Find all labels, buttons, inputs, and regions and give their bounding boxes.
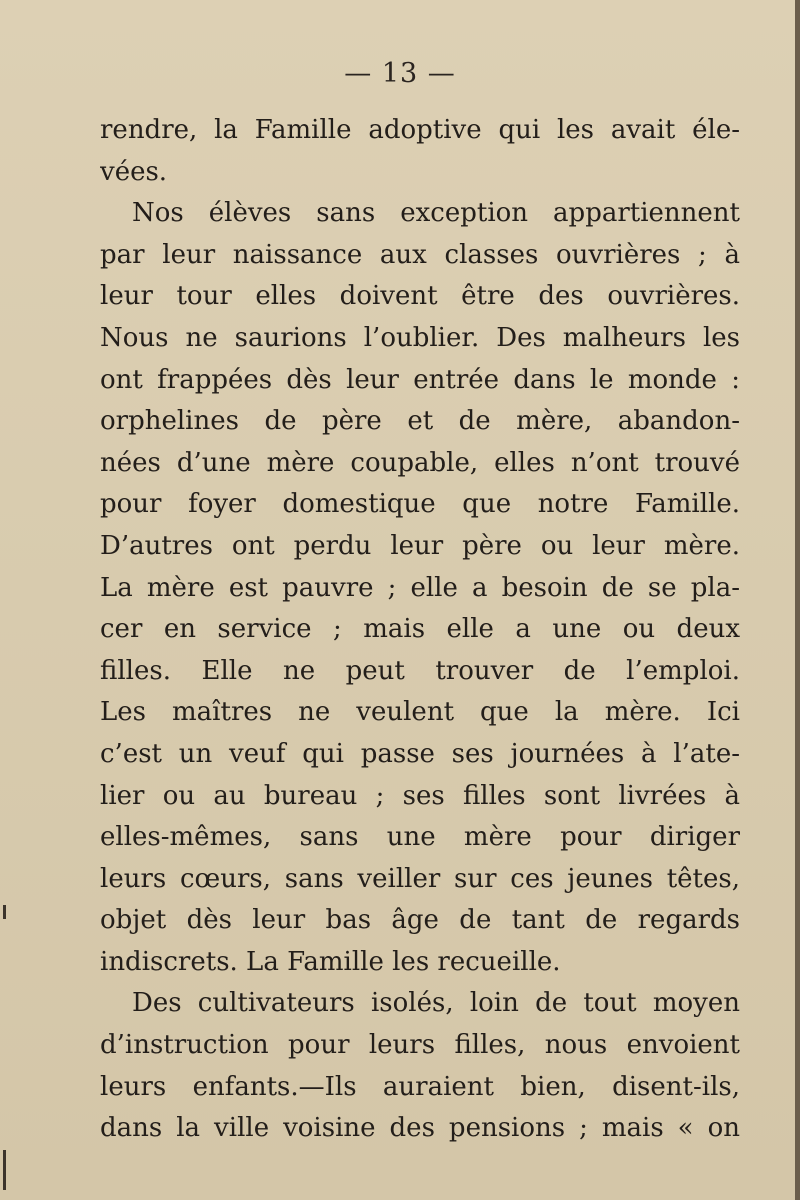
text-line: Les maîtres ne veulent que la mère. Ici <box>100 697 740 728</box>
text-line: D’autres ont perdu leur père ou leur mère. <box>100 530 740 561</box>
text-line: La mère est pauvre ; elle a besoin de se pla- <box>100 572 740 603</box>
text-line: filles. Elle ne peut trouver de l’emploi. <box>100 655 740 686</box>
page-number: — 13 — <box>344 58 456 89</box>
text-line: c’est un veuf qui passe ses journées à l’ate- <box>100 738 740 769</box>
text-line: vées. <box>100 156 168 187</box>
text-line: nées d’une mère coupable, elles n’ont trouvé <box>100 447 740 478</box>
text-line: Nos élèves sans exception appartiennent <box>132 198 740 229</box>
text-line: orphelines de père et de mère, abandon- <box>100 406 740 437</box>
margin-speck <box>3 1150 6 1190</box>
text-line: rendre, la Famille adoptive qui les avait éle- <box>100 115 740 145</box>
text-line: objet dès leur bas âge de tant de regards <box>100 905 740 936</box>
text-line: dans la ville voisine des pensions ; mais « on <box>100 1113 740 1144</box>
text-line: par leur naissance aux classes ouvrières ; à <box>100 239 740 270</box>
text-line: pour foyer domestique que notre Famille. <box>100 489 740 520</box>
text-line: leurs cœurs, sans veiller sur ces jeunes têtes, <box>100 863 740 894</box>
text-line: elles-mêmes, sans une mère pour diriger <box>100 822 740 853</box>
text-line: lier ou au bureau ; ses filles sont livrées à <box>100 780 740 811</box>
text-line: indiscrets. La Famille les recueille. <box>100 946 561 977</box>
text-line: Nous ne saurions l’oublier. Des malheurs les <box>100 322 740 353</box>
text-line: Des cultivateurs isolés, loin de tout moyen <box>132 988 740 1019</box>
margin-speck <box>3 905 6 919</box>
text-line: leurs enfants.—Ils auraient bien, disent-ils, <box>100 1071 740 1102</box>
text-line: cer en service ; mais elle a une ou deux <box>100 614 740 645</box>
text-line: d’instruction pour leurs filles, nous envoient <box>100 1030 740 1061</box>
page-edge-shadow <box>795 0 800 1200</box>
text-line: ont frappées dès leur entrée dans le monde : <box>100 364 740 395</box>
text-line: leur tour elles doivent être des ouvrières. <box>100 281 740 312</box>
body-text <box>100 110 740 1150</box>
